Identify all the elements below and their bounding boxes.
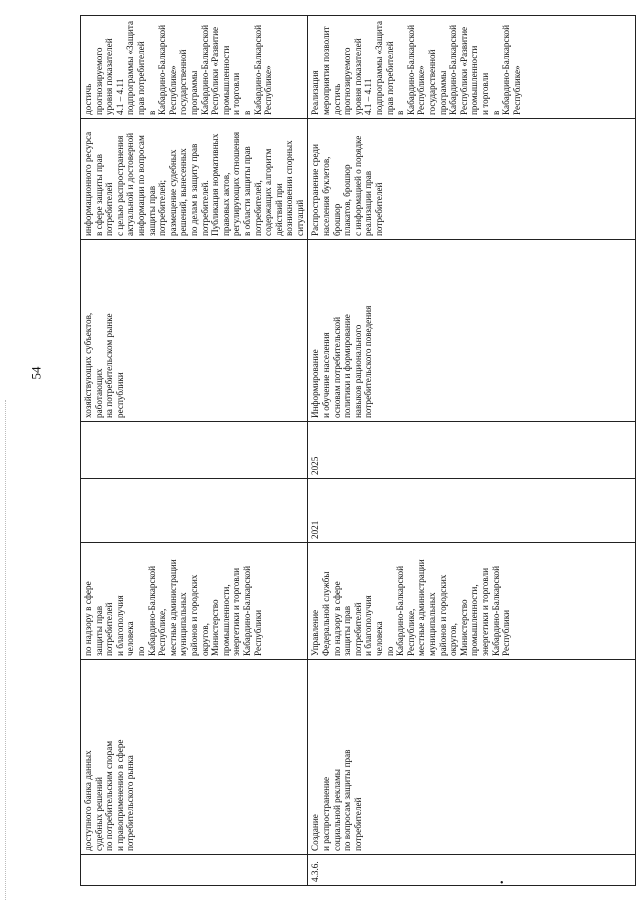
cell-event: доступного банка данных судебных решений по потребительским спорам и правоприменению в сфере потребительского рынка xyxy=(81,660,308,855)
cell-event: Создание и распространение социальной рекламы по вопросам защиты прав потребителей xyxy=(308,660,636,855)
cell-indicator: достичь прогнозируемого уровня показателей 4.1 – 4.11 подпрограммы «Защита прав потребителей в Кабардино-Балкарской Республике» государственной программы Кабардино-Балкарской Республики «Развитие промышленности и торговли в Кабардино-Балкарской Республике» xyxy=(81,16,308,119)
cell-start-year xyxy=(81,479,308,543)
cell-result: Информирование и обучение населения основам потребительской политики и формирование навыков рационального потребительского поведения xyxy=(308,240,636,422)
table-row xyxy=(81,16,308,886)
cell-content: Распространение среди населения буклетов, брошюр плакатов, брошюр с информацией о порядке реализации прав потребителей xyxy=(308,119,636,240)
page-number: 54 xyxy=(28,366,44,380)
table-row xyxy=(308,16,636,886)
scan-edge-line xyxy=(5,400,7,900)
cell-executor: Управление Федеральной службы по надзору в сфере защиты прав потребителей и благополучия человека по Кабардино-Балкарской Республике, местные администрации муниципальных районов и городских округов, Министерство промышленности, энергетики и торговли Кабардино-Балкарской Республики xyxy=(308,543,636,660)
program-table xyxy=(80,15,636,886)
cell-number xyxy=(81,855,308,886)
cell-indicator: Реализация мероприятия позволит достичь прогнозируемого уровня показателей 4.1 – 4.11 подпрограммы «Защита прав потребителей в Кабардино-Балкарской Республике» государственной программы Кабардино-Балкарской Республики «Развитие промышленности и торговли в Кабардино-Балкарской Республике» xyxy=(308,16,636,119)
cell-executor: по надзору в сфере защиты прав потребителей и благополучия человека по Кабардино-Балкарской Республике, местные администрации муниципальных районов и городских округов, Министерство промышленности, энергетики и торговли Кабардино-Балкарской Республики xyxy=(81,543,308,660)
cell-number: 4.3.6. xyxy=(308,855,636,886)
cell-end-year: 2025 xyxy=(308,422,636,479)
cell-content: информационного ресурса в сфере защиты прав потребителей с целью распространения актуальной и достоверной информации по вопросам защиты прав потребителей; размещение судебных решений, вынесенных по делам в защиту прав потребителей. Публикация нормативных правовых актов, регулирующих отношения в области защиты прав потребителей, содержащих алгоритм действий при возникновении спорных ситуаций xyxy=(81,119,308,240)
cell-result: хозяйствующих субъектов, работающих на потребительском рынке республики xyxy=(81,240,308,422)
rotated-table-container xyxy=(80,20,634,886)
cell-end-year xyxy=(81,422,308,479)
scan-dot: • xyxy=(500,878,504,889)
cell-start-year: 2021 xyxy=(308,479,636,543)
